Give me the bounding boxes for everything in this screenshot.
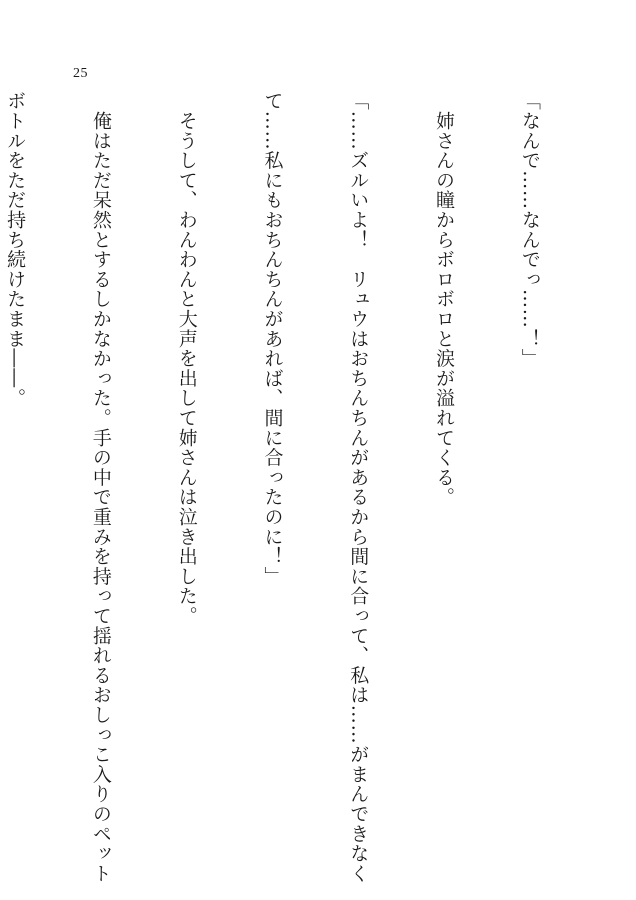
text-line: 俺はただ呆然とするしかなかった。手の中で重みを持って揺れるおしっこ入りのペット bbox=[89, 91, 112, 883]
text-line: て……私にもおちんちんがあれば、間に合ったのに！」 bbox=[261, 91, 284, 586]
text-line: 「なんで……なんでっ……！」 bbox=[518, 91, 541, 369]
text-line: 姉さんの瞳からボロボロと涙が溢れてくる。 bbox=[433, 91, 456, 507]
text-line: ボトルをただ持ち続けたまま――。 bbox=[4, 91, 27, 408]
page-number: 25 bbox=[73, 66, 88, 81]
vertical-text-body bbox=[4, 91, 601, 883]
text-line: 「……ズルいよ！ リュウはおちんちんがあるから間に合って、私は……がまんできなく bbox=[347, 91, 370, 883]
text-line: そうして、わんわんと大声を出して姉さんは泣き出した。 bbox=[175, 91, 198, 626]
